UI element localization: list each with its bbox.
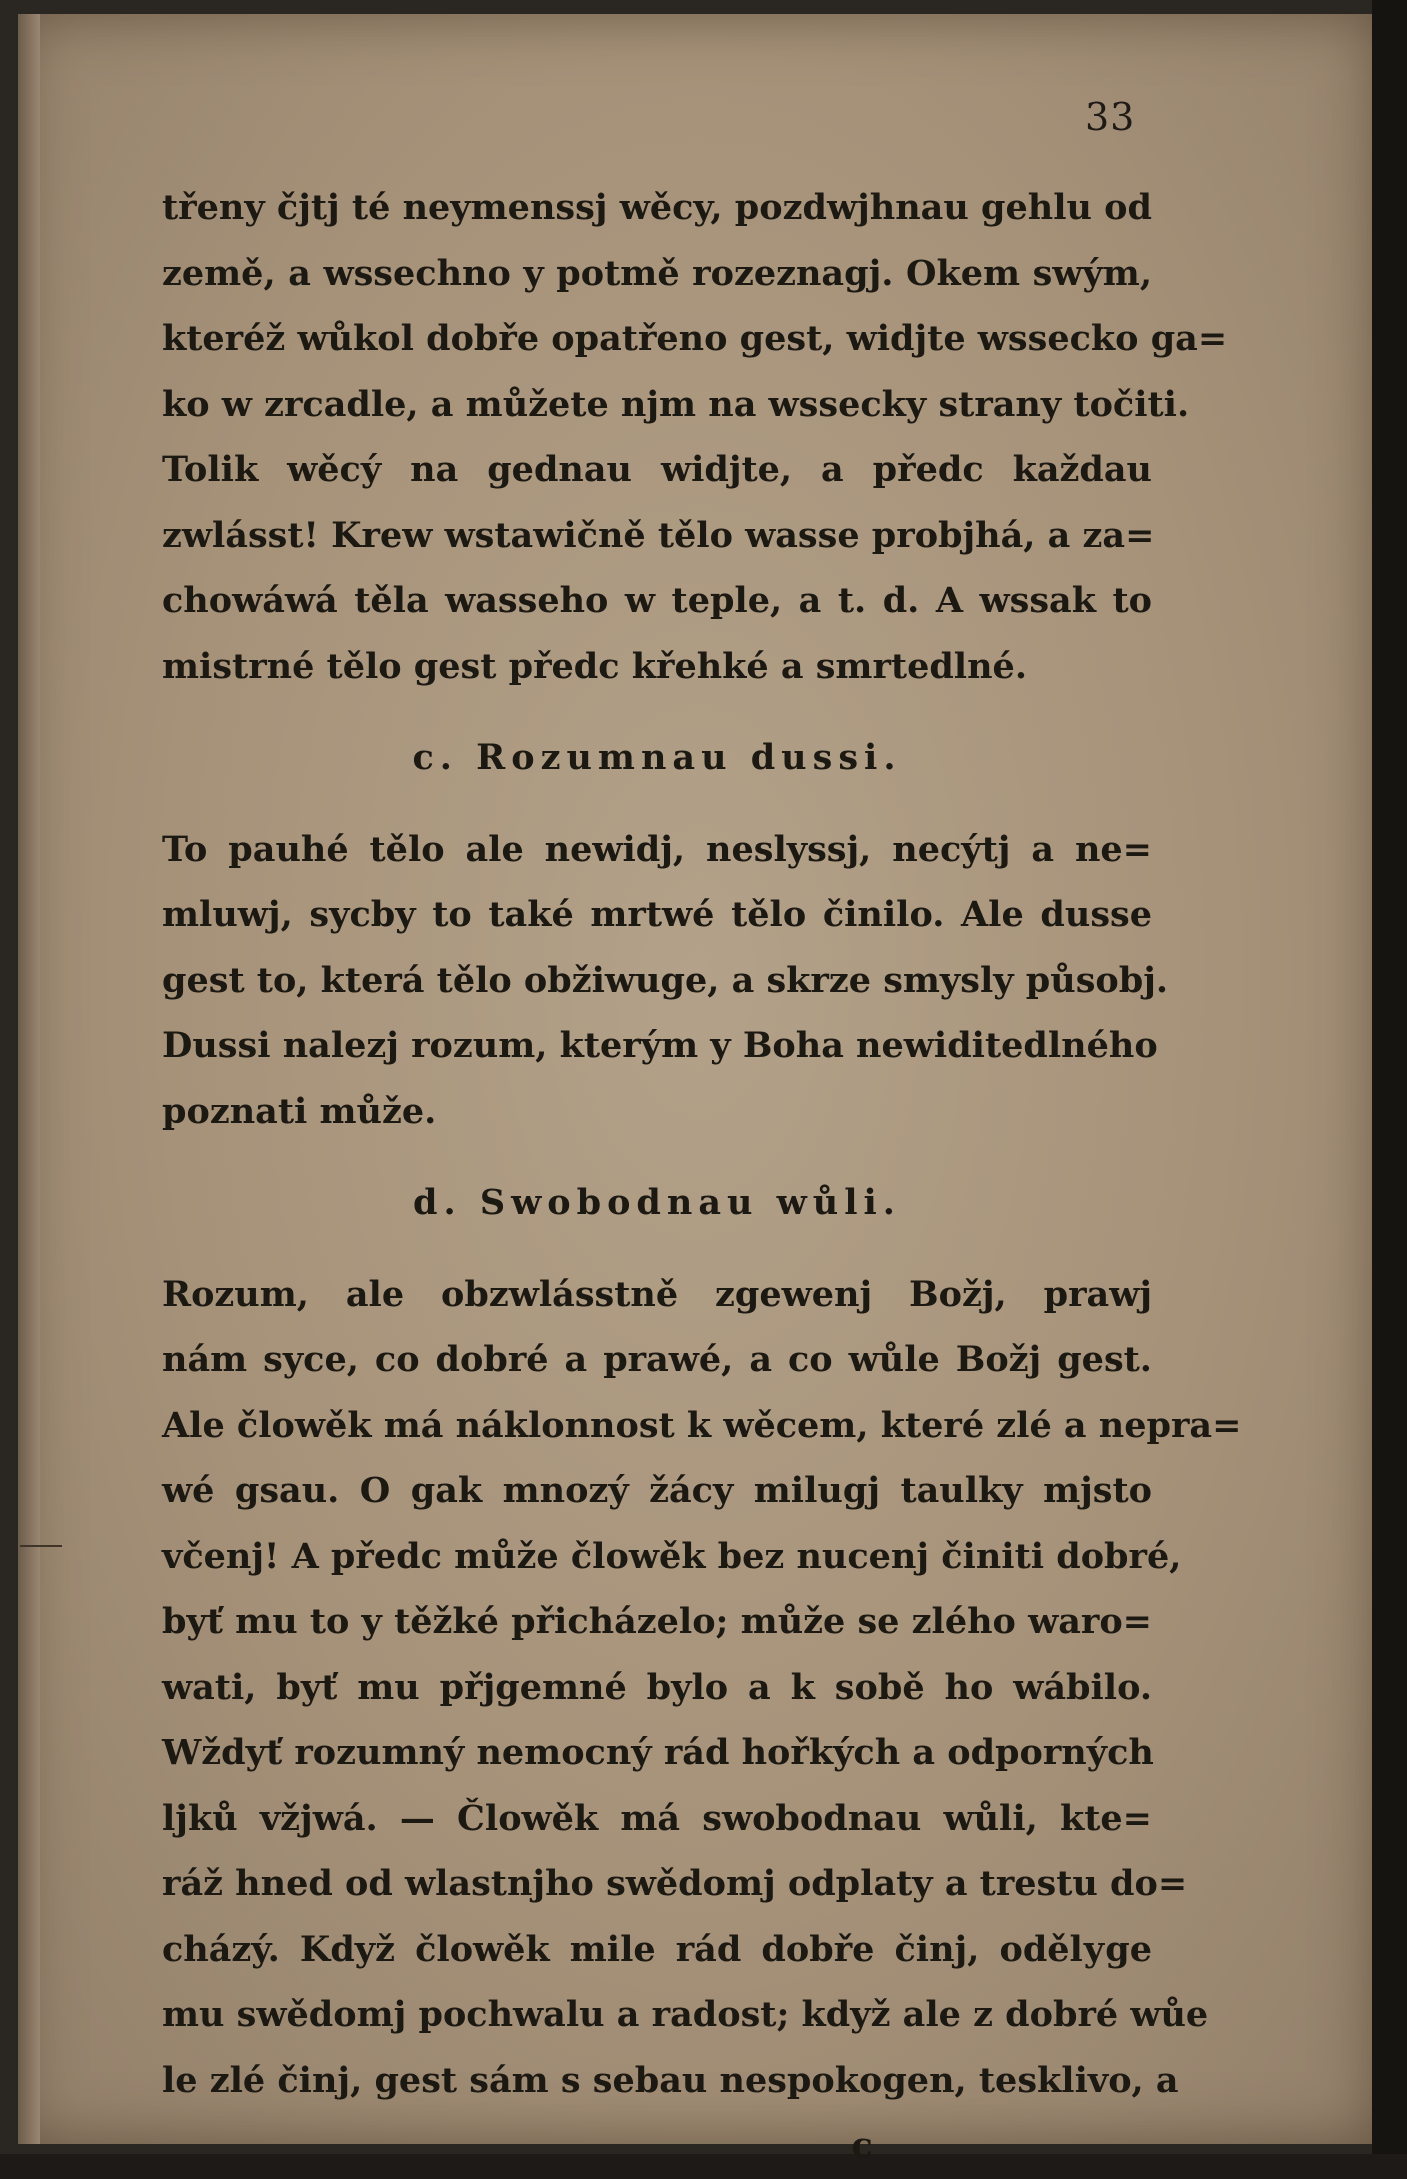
text-line: Rozum, ale obzwlásstně zgewenj Božj, prawj [162, 1273, 1152, 1315]
text-line: gest to, která tělo obžiwuge, a skrze smysly působj. [162, 959, 1169, 1001]
page-number: 33 [1085, 95, 1136, 139]
text-line: nám syce, co dobré a prawé, a co wůle Božj gest. [162, 1339, 1152, 1380]
scan-edge [1372, 0, 1407, 2154]
section-heading: d. Swobodnau wůli. [413, 1182, 901, 1223]
text-line: le zlé činj, gest sám s sebau nespokogen, tesklivo, a [162, 2059, 1179, 2101]
text-line: cházý. Když člowěk mile rád dobře činj, odělуge [162, 1928, 1152, 1970]
text-line: včenj! A předc může člowěk bez nucenj činiti dobré, [162, 1535, 1182, 1577]
text-line: země, a wssechno y potmě rozeznagj. Okem swým, [162, 252, 1152, 294]
text-line: kteréž wůkol dobře opatřeno gest, widjte wssecko ga= [162, 318, 1228, 359]
margin-tick [20, 1545, 62, 1547]
text-line: zwlásst! Krew wstawičně tělo wasse probjhá, a za= [162, 514, 1155, 556]
text-line: ljků vžjwá. — Člowěk má swobodnau wůli, kte= [162, 1797, 1152, 1839]
text-line: wati, byť mu přjgemné bylo a k sobě ho wábilo. [162, 1666, 1152, 1708]
page-gutter [18, 14, 40, 2144]
text-line: Ale člowěk má náklonnost k wěcem, které zlé a nepra= [162, 1404, 1242, 1446]
text-line: mistrné tělo gest předc křehké a smrtedlné. [162, 645, 1028, 687]
text-line: poznati může. [162, 1090, 437, 1132]
section-heading: c. Rozumnau dussi. [412, 737, 902, 778]
text-line: třeny čjtj té neymenssj wěcy, pozdwjhnau gehlu od [162, 187, 1152, 228]
text-line: mluwj, sycby to také mrtwé tělo činilo. Ale dusse [162, 894, 1152, 935]
text-line: chowáwá těla wasseho w teple, a t. d. A wssak to [162, 580, 1152, 621]
text-line: byť mu to y těžké přicházelo; může se zlého waro= [162, 1601, 1152, 1642]
text-line: mu swědomj pochwalu a radost; když ale z dobré wůe [162, 1994, 1209, 2035]
text-line: ko w zrcadle, a můžete njm na wssecky strany točiti. [162, 383, 1190, 425]
page-text [162, 175, 1242, 2179]
text-line: wé gsau. O gak mnozý žácy milugj taulky mjsto [162, 1470, 1152, 1511]
catchword: c [851, 2125, 873, 2166]
text-line: Wždyť rozumný nemocný rád hořkých a odporných [162, 1732, 1154, 1773]
text-line: To pauhé tělo ale newidj, neslyssj, necýtj a ne= [162, 828, 1152, 870]
text-line: Tolik wěcý na gednau widjte, a předc každau [162, 449, 1152, 490]
text-line: Dussi nalezj rozum, kterým y Boha newiditedlného [162, 1025, 1158, 1066]
text-line: ráž hned od wlastnjho swědomj odplaty a trestu do= [162, 1863, 1188, 1904]
